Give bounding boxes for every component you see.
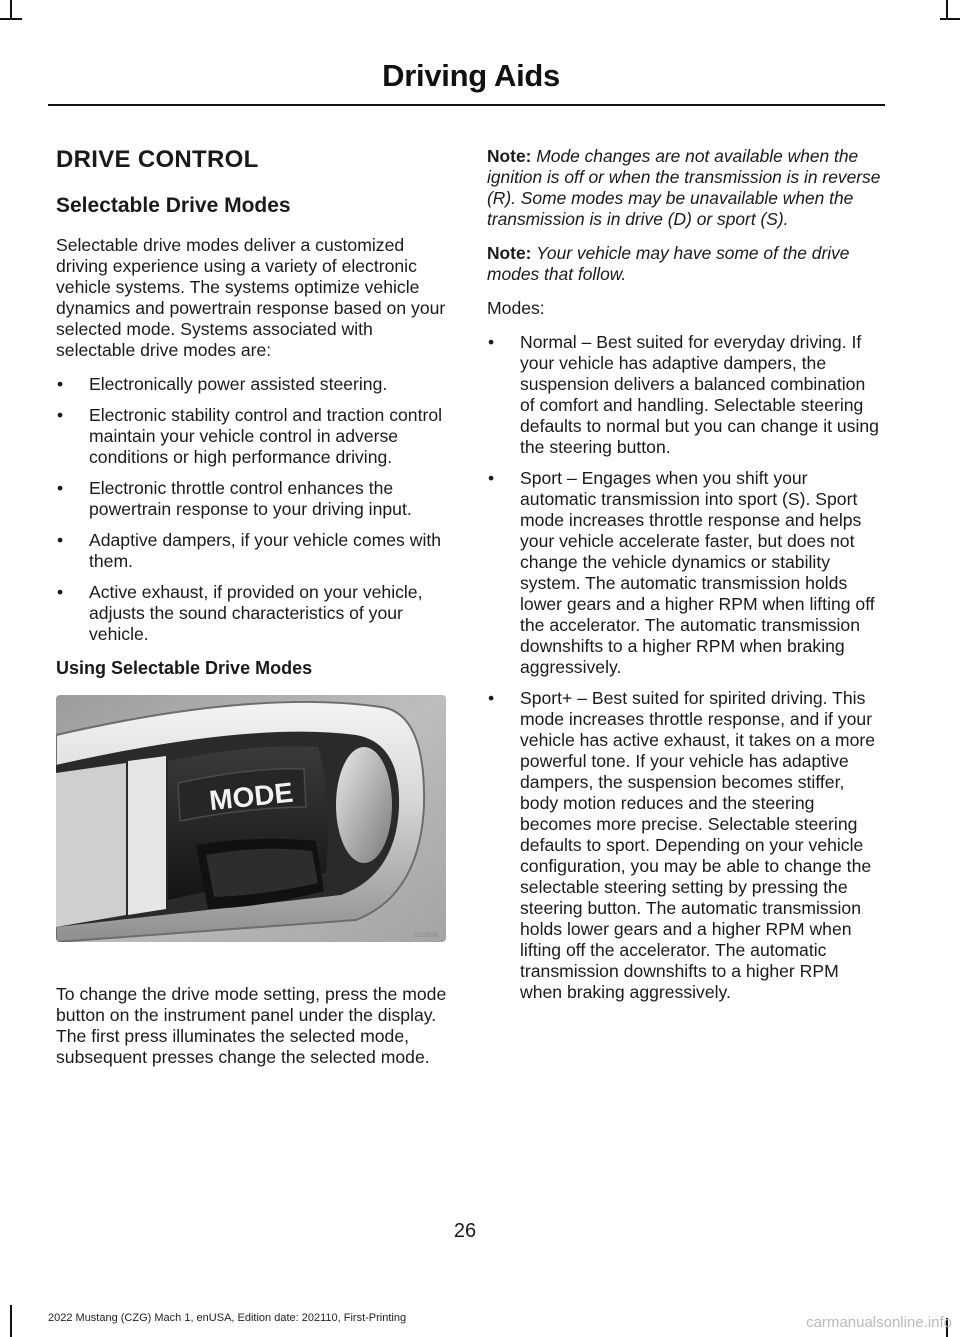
right-column [487, 146, 881, 1016]
note-label: Note: [487, 243, 532, 263]
note-ignition [487, 146, 881, 230]
subsection-heading: Selectable Drive Modes [56, 194, 291, 217]
modes-label: Modes: [487, 298, 545, 318]
bullet-icon: • [488, 688, 495, 708]
list-item: • Sport – Engages when you shift your automatic transmission into sport (S). Sport mode increases throttle response and helps your vehicle accelerate faster, but does not change the vehicle dynamics or stability system. The automatic transmission holds lower gears and a higher RPM when lifting off the accelerator. The automatic transmission downshifts to a higher RPM when braking aggressively. [488, 468, 875, 677]
mode-label: MODE [207, 776, 295, 817]
mode-button-illustration [56, 695, 446, 942]
figure-code: E318958 [413, 933, 438, 939]
list-item: • Adaptive dampers, if your vehicle comes with them. [57, 530, 442, 571]
crop-mark [0, 18, 22, 20]
page-header-title: Driving Aids [382, 58, 560, 93]
bullet-icon: • [488, 332, 495, 352]
list-item: • Active exhaust, if provided on your vehicle, adjusts the sound characteristics of your vehicle. [57, 582, 423, 644]
list-item: • Normal – Best suited for everyday driving. If your vehicle has adaptive dampers, the suspension delivers a balanced combination of comfort and handling. Selectable steering defaults to normal but you can change it using the steering button. [488, 332, 879, 457]
note-text: Mode changes are not available when the ignition is off or when the transmission is in reverse (R). Some modes may be unavailable when the transmission is in drive (D) or sport (S). [487, 146, 881, 229]
modes-list [487, 332, 881, 1003]
instructions-paragraph: To change the drive mode setting, press the mode button on the instrument panel under the display. The first press illuminates the selected mode, subsequent presses change the selected mode. [56, 984, 447, 1067]
using-heading: Using Selectable Drive Modes [56, 658, 313, 678]
footer-edition: 2022 Mustang (CZG) Mach 1, enUSA, Edition date: 202110, First-Printing [48, 1312, 407, 1324]
bullet-icon: • [488, 468, 495, 488]
note-label: Note: [487, 146, 532, 166]
watermark: carmanualsonline.info [806, 1314, 952, 1331]
section-heading: DRIVE CONTROL [56, 146, 259, 173]
note-text: Your vehicle may have some of the drive modes that follow. [487, 243, 850, 284]
list-item: • Electronic throttle control enhances the powertrain response to your driving input. [57, 478, 412, 519]
note-modes [487, 243, 881, 285]
list-item: • Electronic stability control and traction control maintain your vehicle control in adverse conditions or high performance driving. [57, 405, 443, 467]
list-item: • Sport+ – Best suited for spirited driving. This mode increases throttle response, and if your vehicle has active exhaust, it takes on a more powerful tone. If your vehicle has adaptive dampers, the suspension becomes stiffer, body motion reduces and the steering becomes more precise. Selectable steering defaults to sport. Depending on your vehicle configuration, you may be able to change the selectable steering setting by pressing the steering button. The automatic transmission holds lower gears and a higher RPM when lifting off the accelerator. The automatic transmission downshifts to a higher RPM when braking aggressively. [488, 688, 875, 1002]
bullet-icon: • [57, 374, 64, 394]
bullet-icon: • [57, 582, 64, 602]
crop-mark [946, 0, 948, 20]
left-column [56, 146, 448, 1081]
bullet-icon: • [57, 405, 64, 425]
bullet-icon: • [57, 530, 64, 550]
intro-paragraph: Selectable drive modes deliver a customized driving experience using a variety of electronic vehicle systems. The systems optimize vehicle dynamics and powertrain response based on your selected mode. Systems associated with selectable drive modes are: [56, 235, 446, 360]
systems-list [56, 374, 448, 645]
crop-mark [10, 0, 12, 20]
list-item: • Electronically power assisted steering. [57, 374, 388, 394]
crop-mark [10, 1305, 12, 1337]
crop-mark [940, 18, 960, 20]
bullet-icon: • [57, 478, 64, 498]
header-divider [48, 104, 885, 106]
page-number: 26 [453, 1220, 477, 1242]
